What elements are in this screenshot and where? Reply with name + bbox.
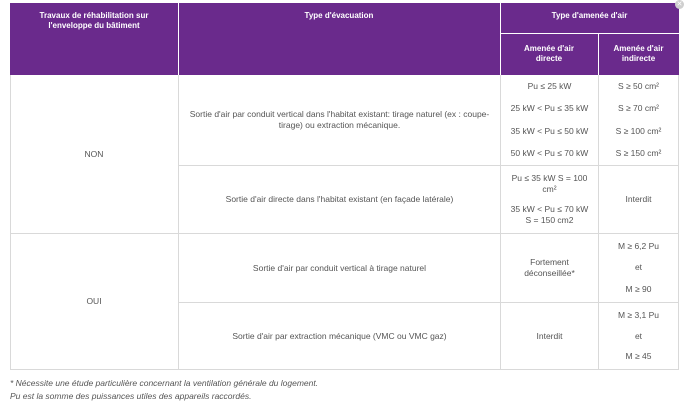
r2-direct-item: 35 kW < Pu ≤ 70 kW S = 150 cm2 — [510, 204, 589, 226]
header-indirect — [598, 33, 679, 75]
r4-type-text: Sortie d'air par extraction mécanique (VMC ou VMC gaz) — [232, 330, 447, 341]
r2-indirect — [599, 166, 678, 233]
header-amenee-air-label: Type d'amenée d'air — [551, 11, 628, 20]
header-indirect-label: Amenée d'air indirecte — [613, 44, 664, 63]
r3-type-text: Sortie d'air par conduit vertical à tirage naturel — [252, 262, 427, 273]
footnotes — [10, 377, 318, 403]
header-travaux-label: Travaux de réhabilitation sur l'enveloppe du bâtiment — [39, 11, 149, 30]
ventilation-table — [10, 3, 679, 370]
r1-direct-item: 25 kW < Pu ≤ 35 kW — [510, 103, 589, 114]
r4-type — [179, 303, 500, 369]
footnote-2: Pu est la somme des puissances utiles des appareils raccordés. — [10, 391, 252, 401]
r3-direct — [501, 234, 598, 302]
r3-indirect-item: M ≥ 90 — [625, 283, 652, 294]
r4-direct-text: Interdit — [536, 330, 563, 341]
r4-indirect-item: et — [634, 330, 643, 341]
r1-direct — [501, 75, 598, 165]
r1-indirect-item: S ≥ 70 cm² — [617, 103, 660, 114]
header-travaux — [10, 3, 178, 75]
r1-indirect-item: S ≥ 50 cm² — [617, 80, 660, 91]
r2-indirect-text: Interdit — [625, 194, 652, 204]
r1-direct-item: 35 kW < Pu ≤ 50 kW — [510, 125, 589, 136]
r1-direct-item: 50 kW < Pu ≤ 70 kW — [510, 148, 589, 159]
r1-type-text: Sortie d'air par conduit vertical dans l'habitat existant: tirage naturel (ex : coupe-tirage) ou extraction mécanique. — [189, 109, 490, 130]
footnote-1: * Nécessite une étude particulière concernant la ventilation générale du logement. — [10, 378, 319, 388]
close-icon[interactable]: ✕ — [676, 1, 683, 8]
header-type-evacuation — [178, 3, 500, 75]
r1-indirect-item: S ≥ 150 cm² — [615, 148, 662, 159]
r3-indirect-item: et — [634, 262, 643, 273]
row-oui-label — [10, 234, 178, 369]
r4-indirect-item: M ≥ 45 — [625, 351, 652, 362]
r2-direct — [501, 166, 598, 233]
r3-indirect-item: M ≥ 6,2 Pu — [617, 241, 660, 252]
r3-direct-text: Fortement déconseillée* — [524, 257, 575, 278]
r4-indirect — [599, 303, 678, 369]
r1-type — [179, 75, 500, 165]
r4-indirect-item: M ≥ 3,1 Pu — [617, 309, 660, 320]
header-type-evacuation-label: Type d'évacuation — [304, 11, 374, 20]
r2-direct-item: Pu ≤ 35 kW S = 100 cm² — [511, 172, 588, 194]
r3-type — [179, 234, 500, 302]
header-direct — [500, 33, 598, 75]
r4-direct — [501, 303, 598, 369]
r1-indirect — [599, 75, 678, 165]
r3-indirect — [599, 234, 678, 302]
header-amenee-air — [500, 3, 679, 33]
r1-direct-item: Pu ≤ 25 kW — [527, 80, 572, 91]
header-direct-label: Amenée d'air directe — [524, 44, 574, 63]
r2-type — [179, 166, 500, 233]
r1-indirect-item: S ≥ 100 cm² — [615, 125, 662, 136]
row-non-label — [10, 75, 178, 233]
r2-type-text: Sortie d'air directe dans l'habitat existant (en façade latérale) — [225, 194, 454, 204]
non-text: NON — [84, 148, 104, 159]
oui-text: OUI — [86, 296, 102, 306]
